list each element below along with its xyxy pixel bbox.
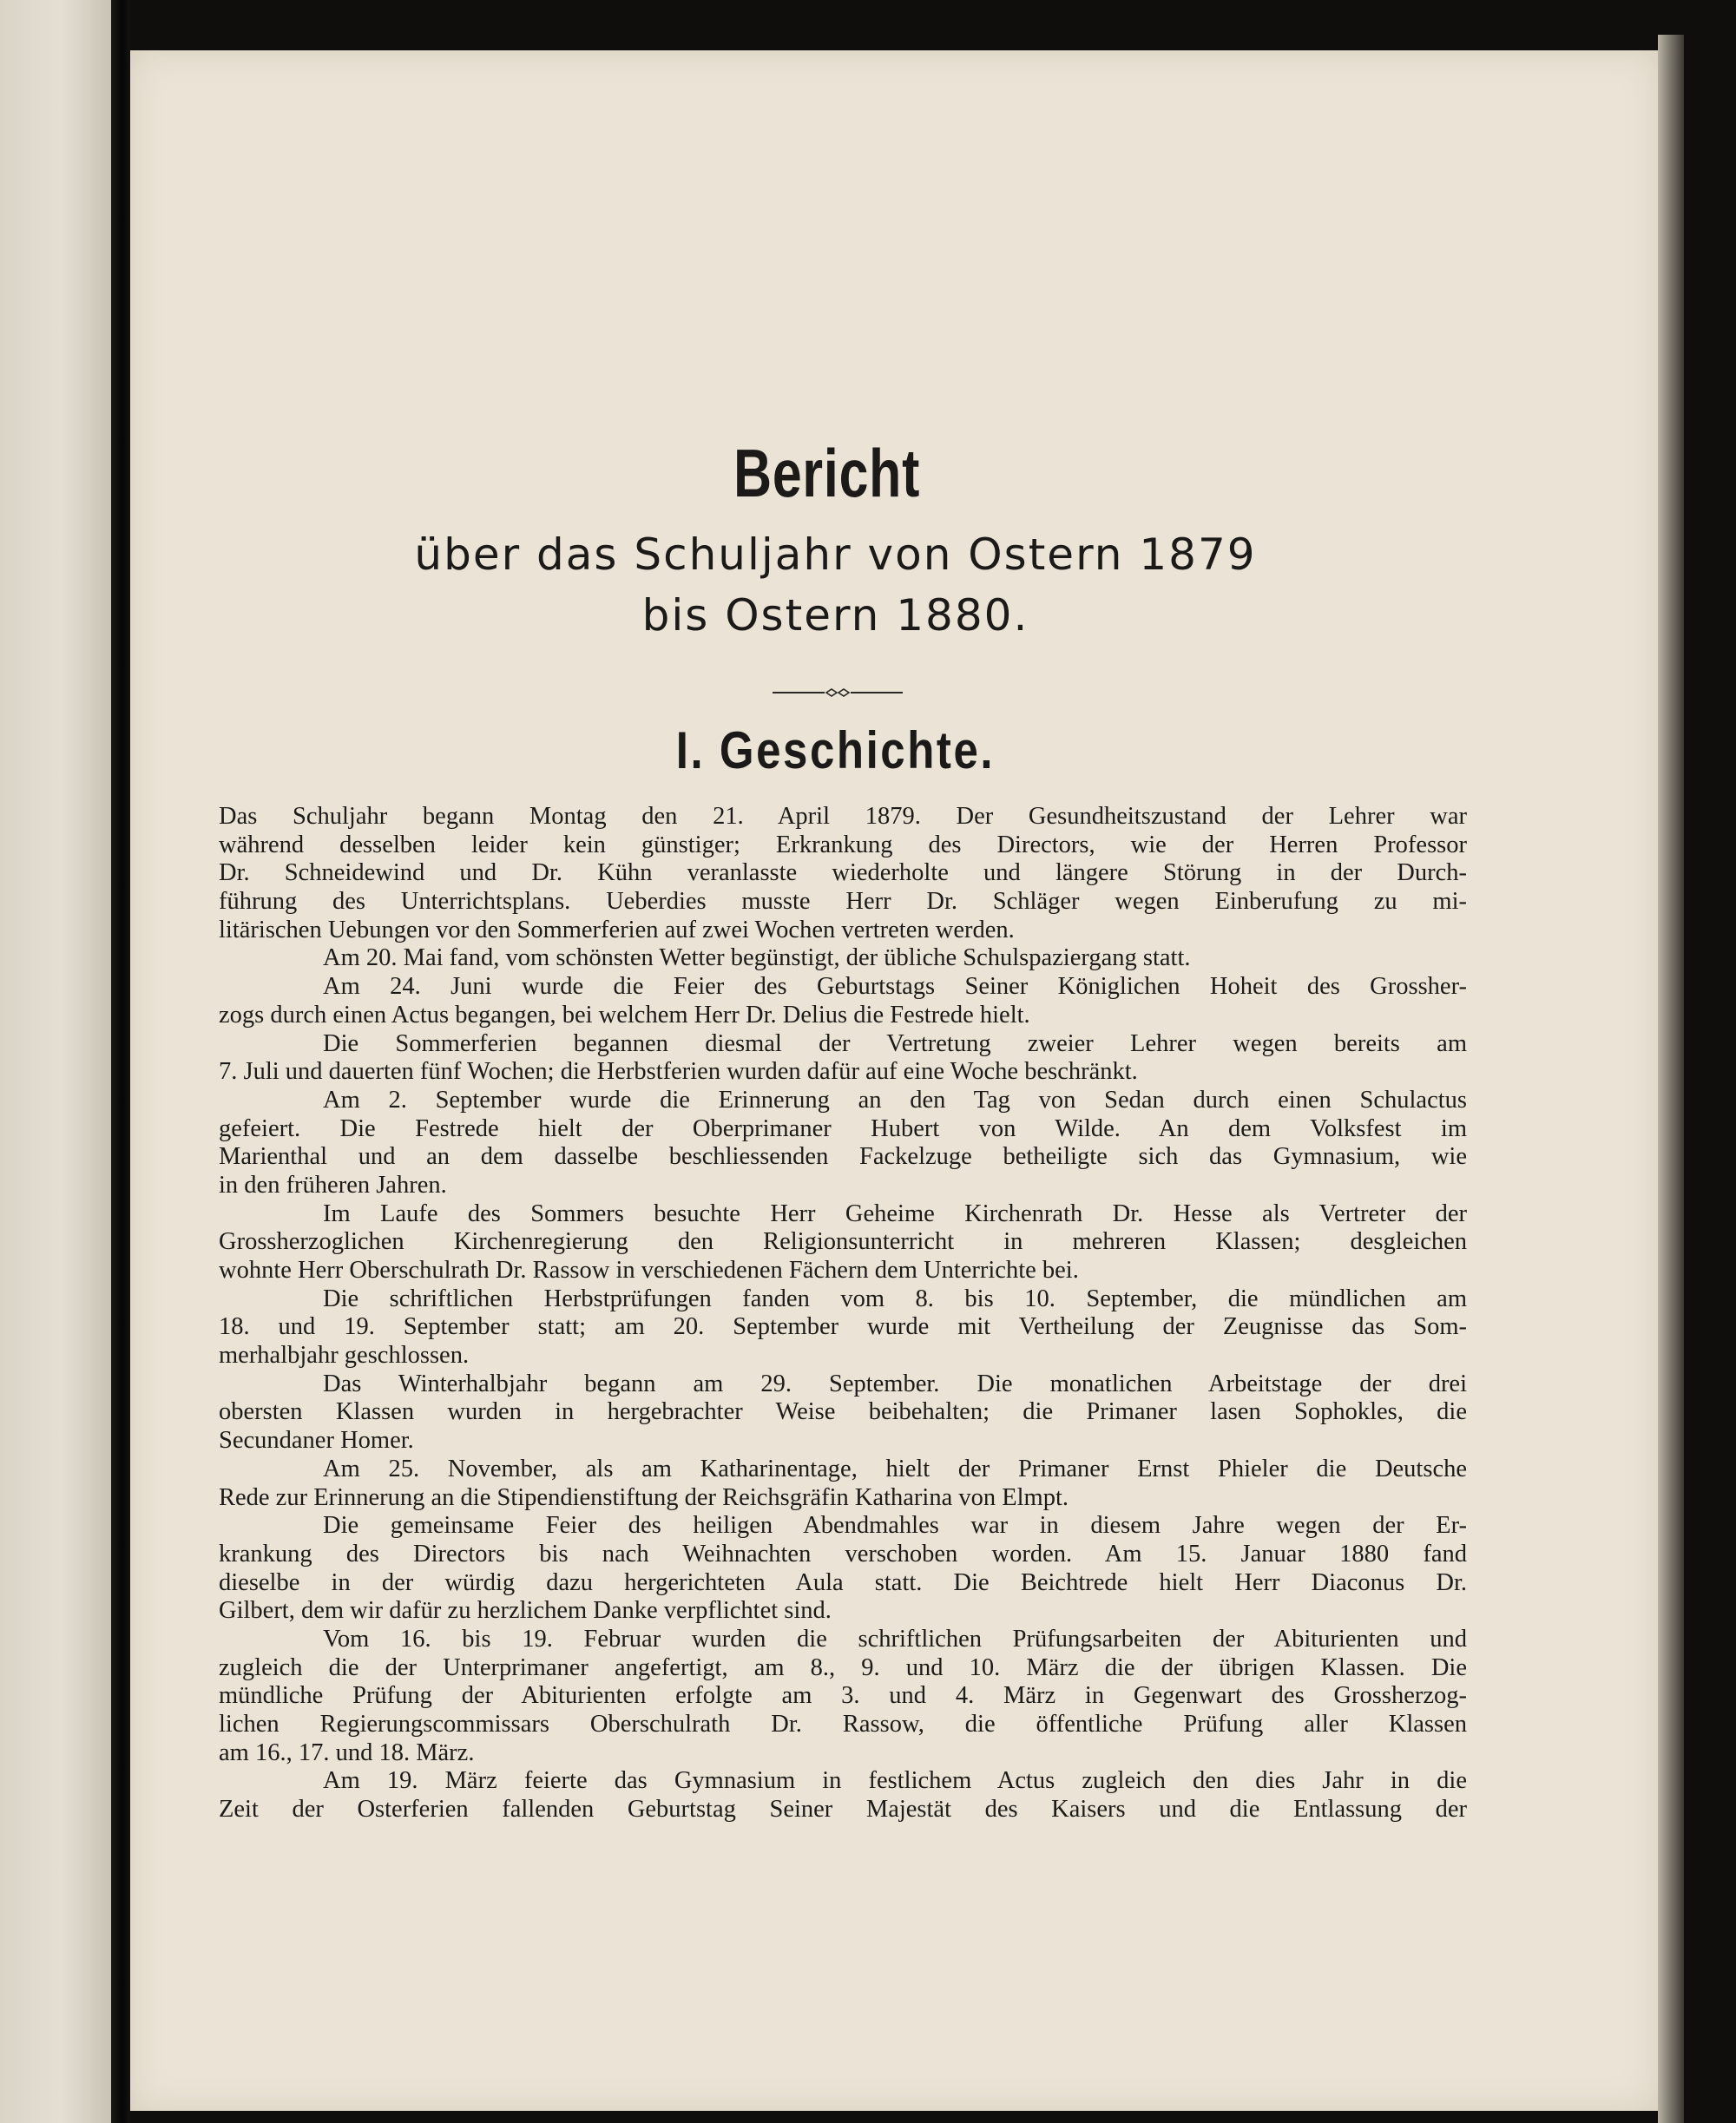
text-line: Am 19. März feierte das Gymnasium in festlichem Actus zugleich den dies Jahr in die	[323, 1767, 1467, 1795]
ornament-divider	[773, 688, 903, 697]
text-line: in den früheren Jahren.	[219, 1171, 447, 1199]
text-line: Das Winterhalbjahr begann am 29. September. Die monatlichen Arbeitstage der drei	[323, 1370, 1467, 1397]
page-edge-shadow	[1658, 35, 1684, 2123]
text-line: Marienthal und an dem dasselbe beschliessenden Fackelzuge betheiligte sich das Gymnasium, wie	[219, 1143, 1467, 1171]
text-line: lichen Regierungscommissars Oberschulrath Dr. Rassow, die öffentliche Prüfung aller Klassen	[219, 1711, 1467, 1738]
text-line: Zeit der Osterferien fallenden Geburtstag Seiner Majestät des Kaisers und die Entlassung der	[219, 1796, 1467, 1824]
text-line: Rede zur Erinnerung an die Stipendienstiftung der Reichsgräfin Katharina von Elmpt.	[219, 1483, 1069, 1511]
text-line: 7. Juli und dauerten fünf Wochen; die Herbstferien wurden dafür auf eine Woche beschränkt.	[219, 1058, 1138, 1086]
subtitle-line-2: bis Ostern 1880.	[641, 590, 1029, 641]
text-line: Am 24. Juni wurde die Feier des Geburtstags Seiner Königlichen Hoheit des Grossher-	[323, 973, 1467, 1001]
text-line: wohnte Herr Oberschulrath Dr. Rassow in verschiedenen Fächern dem Unterrichte bei.	[219, 1257, 1079, 1284]
body-text	[219, 803, 1467, 1824]
text-line: obersten Klassen wurden in hergebrachter Weise beibehalten; die Primaner lasen Sophokles, die	[219, 1398, 1467, 1426]
text-line: Das Schuljahr begann Montag den 21. April 1879. Der Gesundheitszustand der Lehrer war	[219, 803, 1467, 830]
text-line: Vom 16. bis 19. Februar wurden die schriftlichen Prüfungsarbeiten der Abiturienten und	[323, 1625, 1467, 1653]
text-line: dieselbe in der würdig dazu hergerichteten Aula statt. Die Beichtrede hielt Herr Diaconus Dr.	[219, 1568, 1467, 1596]
text-line: am 16., 17. und 18. März.	[219, 1738, 475, 1766]
text-line: 18. und 19. September statt; am 20. September wurde mit Vertheilung der Zeugnisse das Som-	[219, 1313, 1467, 1341]
text-line: Die gemeinsame Feier des heiligen Abendmahles war in diesem Jahre wegen der Er-	[323, 1512, 1467, 1540]
text-line: zugleich die der Unterprimaner angefertigt, am 8., 9. und 10. März die der übrigen Klassen. Die	[219, 1653, 1467, 1681]
text-line: Im Laufe des Sommers besuchte Herr Geheime Kirchenrath Dr. Hesse als Vertreter der	[323, 1200, 1467, 1227]
text-line: gefeiert. Die Festrede hielt der Oberprimaner Hubert von Wilde. An dem Volksfest im	[219, 1114, 1467, 1142]
subtitle-line-1: über das Schuljahr von Ostern 1879	[414, 529, 1257, 580]
text-line: krankung des Directors bis nach Weihnachten verschoben worden. Am 15. Januar 1880 fand	[219, 1540, 1467, 1568]
text-line: führung des Unterrichtsplans. Ueberdies musste Herr Dr. Schläger wegen Einberufung zu mi-	[219, 888, 1467, 916]
previous-page-edge	[0, 0, 111, 2123]
text-line: mündliche Prüfung der Abiturienten erfolgte am 3. und 4. März in Gegenwart des Grossherzog-	[219, 1682, 1467, 1710]
text-line: Die Sommerferien begannen diesmal der Vertretung zweier Lehrer wegen bereits am	[323, 1029, 1467, 1057]
text-line: Am 2. September wurde die Erinnerung an den Tag von Sedan durch einen Schulactus	[323, 1086, 1467, 1114]
text-line: Am 20. Mai fand, vom schönsten Wetter begünstigt, der übliche Schulspaziergang statt.	[323, 944, 1191, 972]
section-heading: I. Geschichte.	[675, 721, 996, 779]
text-line: während desselben leider kein günstiger; Erkrankung des Directors, wie der Herren Professor	[219, 831, 1467, 858]
text-line: Grossherzoglichen Kirchenregierung den Religionsunterricht in mehreren Klassen; desgleichen	[219, 1228, 1467, 1256]
text-line: merhalbjahr geschlossen.	[219, 1342, 470, 1370]
page-title: Bericht	[733, 435, 921, 511]
text-line: Die schriftlichen Herbstprüfungen fanden vom 8. bis 10. September, die mündlichen am	[323, 1285, 1467, 1312]
text-line: Dr. Schneidewind und Dr. Kühn veranlasste wiederholte und längere Störung in der Durch-	[219, 859, 1467, 887]
text-line: zogs durch einen Actus begangen, bei welchem Herr Dr. Delius die Festrede hielt.	[219, 1001, 1030, 1029]
text-line: Am 25. November, als am Katharinentage, hielt der Primaner Ernst Phieler die Deutsche	[323, 1455, 1467, 1482]
text-line: litärischen Uebungen vor den Sommerferien auf zwei Wochen vertreten werden.	[219, 916, 1015, 943]
text-line: Gilbert, dem wir dafür zu herzlichem Danke verpflichtet sind.	[219, 1597, 832, 1625]
text-line: Secundaner Homer.	[219, 1427, 414, 1455]
book-gutter	[111, 0, 130, 2123]
